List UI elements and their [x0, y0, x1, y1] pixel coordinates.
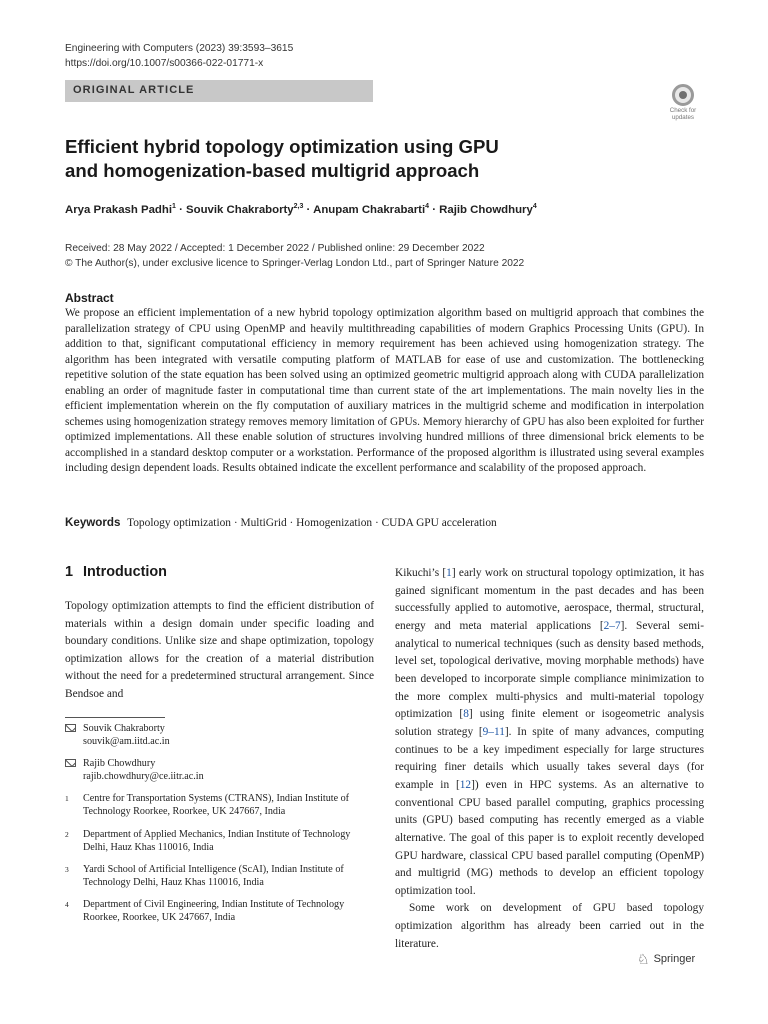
journal-citation	[65, 41, 293, 71]
paper-title: Efficient hybrid topology optimization using GPU and homogenization-based multigrid approach	[65, 136, 499, 181]
springer-horse-icon: ♘	[637, 951, 650, 967]
corresponding-email[interactable]: souvik@am.iitd.ac.in	[83, 736, 170, 748]
author-separator: ·	[429, 203, 440, 216]
check-updates-label: Check for updates	[669, 107, 697, 121]
author-affiliation-mark: 2,3	[293, 203, 304, 210]
section-number: 1	[65, 564, 74, 580]
citation-link[interactable]: 2–7	[603, 619, 621, 632]
publication-dates	[65, 241, 524, 271]
keywords	[65, 516, 497, 529]
envelope-icon	[65, 724, 76, 732]
keywords-list: Topology optimization · MultiGrid · Homogenization · CUDA GPU acceleration	[127, 517, 497, 529]
author-affiliation-mark: 4	[425, 203, 430, 210]
affiliation-number: 1	[65, 794, 69, 804]
abstract-text: We propose an efficient implementation of a new hybrid topology optimization algorithm based on multigrid approach that combines the parallelization strategy of CPU using OpenMP and heavily multithreading capabilities of modern Graphics Processing Units (GPU). In addition to that, significant computational efficiency in memory requirement has been achieved using homogenization strategy. The algorithm has been integrated with versatile computing platform of MATLAB for ease of use and customization. The bottlenecking repetitive solution of the state equation has been solved using an optimized geometric multigrid approach along with CUDA parallelization enabling an order of magnitude faster in computational time than current state of the art implementations. The main novelty lies in the efficient implementation wherein on the fly computation of auxiliary matrices in the multigrid scheme and modification in interpolation schemes using homogenization strategy removes memory limitation of GPUs. Memory hierarchy of GPU has also been exploited for further optimized implementations. All these enable solution of structures involving hundred millions of three dimensional brick elements to be accomplished in a standard desktop computer or a workstation. Performance of the proposed algorithm is illustrated using several examples including design dependent loads. Results obtained indicate the excellent performance and scalability of the proposed approach.	[65, 307, 704, 475]
section-heading-introduction	[65, 564, 167, 580]
publisher-footer	[637, 952, 695, 966]
author-affiliation-mark: 1	[172, 203, 176, 210]
affiliation	[65, 863, 374, 889]
footnote-divider	[65, 717, 165, 718]
check-updates-icon	[672, 84, 694, 106]
corresponding-email[interactable]: rajib.chowdhury@ce.iitr.ac.in	[83, 771, 204, 783]
affiliation-text: Yardi School of Artificial Intelligence (ScAI), Indian Institute of Technology Delhi, Hauz Khas 110016, India	[83, 863, 344, 888]
affiliation	[65, 828, 374, 854]
affiliation	[65, 898, 374, 924]
right-column-text	[395, 565, 704, 953]
left-column-text	[65, 598, 374, 704]
corresponding-name: Rajib Chowdhury	[83, 758, 156, 770]
author-affiliation-mark: 4	[532, 203, 537, 210]
affiliation	[65, 792, 374, 818]
affiliation-number: 4	[65, 899, 69, 909]
affiliation-number: 3	[65, 864, 69, 874]
author-list	[65, 203, 537, 216]
envelope-icon	[65, 759, 76, 767]
doi-link[interactable]: https://doi.org/10.1007/s00366-022-01771-x	[65, 58, 264, 69]
dates-line: Received: 28 May 2022 / Accepted: 1 December 2022 / Published online: 29 December 2022	[65, 243, 485, 254]
citation-link[interactable]: 1	[446, 567, 452, 579]
author[interactable]: Souvik Chakraborty	[186, 203, 294, 216]
affiliation-text: Department of Civil Engineering, Indian Institute of Technology Roorkee, Roorkee, UK 247667, India	[83, 898, 345, 924]
journal-line: Engineering with Computers (2023) 39:3593–3615	[65, 43, 294, 54]
copyright-line: © The Author(s), under exclusive licence to Springer-Verlag London Ltd., part of Springer Nature 2022	[65, 258, 525, 269]
abstract-heading: Abstract	[65, 291, 114, 305]
author[interactable]: Anupam Chakrabarti	[313, 203, 426, 216]
section-title: Introduction	[83, 564, 167, 580]
affiliation-text: Centre for Transportation Systems (CTRANS), Indian Institute of Technology Roorkee, Roorkee, UK 247667, India	[83, 793, 350, 818]
author[interactable]: Rajib Chowdhury	[439, 203, 533, 216]
corresponding-author	[65, 722, 374, 748]
publisher-name: Springer	[653, 953, 696, 965]
article-type-banner: ORIGINAL ARTICLE	[65, 80, 373, 102]
citation-link[interactable]: 9–11	[482, 725, 505, 738]
author-separator: ·	[175, 203, 187, 216]
paragraph: Kikuchi’s [1] early work on structural topology optimization, it has gained significant momentum in the past decades and has been successfully applied to automotive, aerospace, thermal, structural, energy and meta material applications [2–7]. Several semi-analytical to numerical techniques (such as density based methods, level set, topological derivative, moving morphable methods) have been developed to incorporate simple compliance minimization to the more complex multi-physics and multi-material topology optimization [8] using finite element or isogeometric analysis solution strategy [9–11]. In spite of many advances, computing continues to be a key impediment especially for large structures requiring finer details which usually takes several days (for example in [12]) even in HPC systems. As an alternative to conventional CPU based parallel computing, graphics processing units (GPU) based computing has recently emerged as a viable alternative. The goal of this paper is to exploit recently developed GPU hardware, classical CPU based parallel computing (OpenMP) and multigrid (MG) methods to develop an efficient topology optimization tool.	[395, 567, 705, 897]
author-separator: ·	[303, 203, 314, 216]
paragraph: Topology optimization attempts to find the efficient distribution of materials within a design domain under specific loading and boundary conditions. Unlike size and shape optimization, topology optimization allows for the creation of a material distribution without the need for a predetermined structural arrangement. Since Bendsoe and	[65, 600, 374, 700]
corresponding-author	[65, 757, 374, 783]
author[interactable]: Arya Prakash Padhi	[65, 203, 172, 216]
corresponding-name: Souvik Chakraborty	[83, 723, 165, 734]
keywords-heading: Keywords	[65, 516, 121, 529]
affiliation-number: 2	[65, 829, 69, 839]
citation-link[interactable]: 8	[463, 708, 469, 721]
check-for-updates-badge[interactable]	[663, 84, 703, 124]
affiliation-text: Department of Applied Mechanics, Indian Institute of Technology Delhi, Hauz Khas 110016, India	[83, 828, 351, 853]
citation-link[interactable]: 12	[459, 778, 472, 791]
footnotes	[65, 722, 374, 924]
paragraph: Some work on development of GPU based topology optimization algorithm has already been carried out in the literature.	[395, 902, 704, 950]
